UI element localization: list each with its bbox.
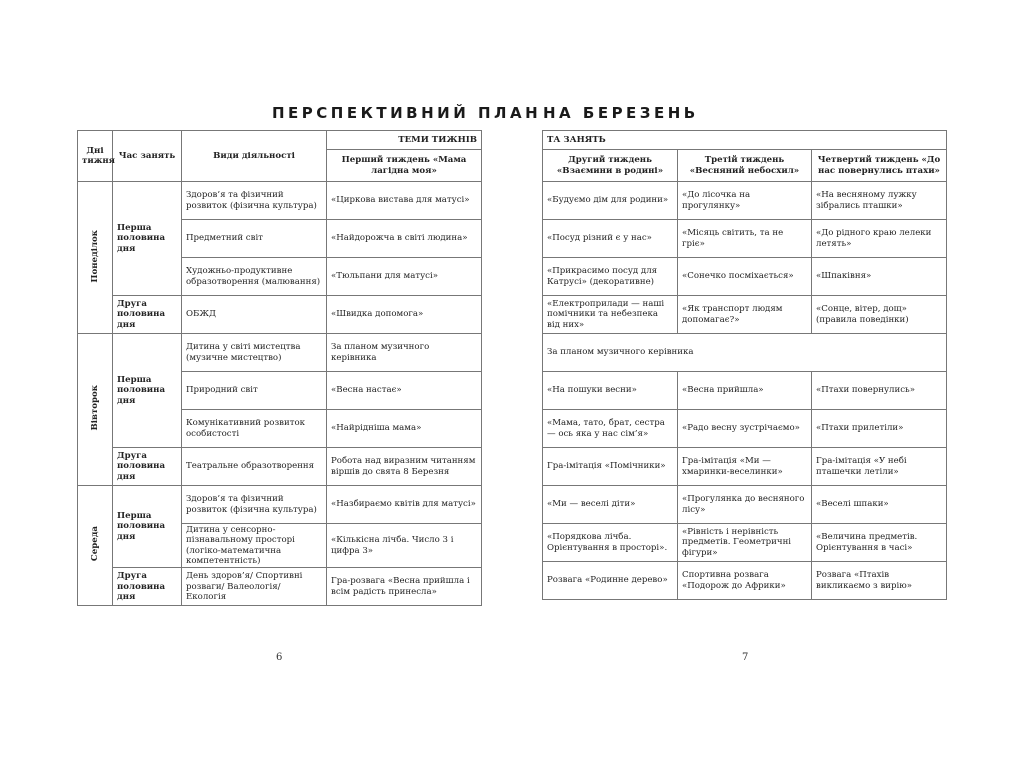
header-week-2: Другий тиждень «Взаємини в родині» (543, 150, 678, 182)
activity-cell: Комунікативний розвиток особистості (182, 410, 327, 448)
theme-cell: Розвага «Птахів викликаємо з вирію» (812, 562, 947, 600)
theme-cell: «Сонце, вітер, дощ» (правила поведінки) (812, 296, 947, 334)
theme-cell: «Циркова вистава для матусі» (327, 182, 482, 220)
day-tuesday: Вівторок (78, 334, 113, 486)
day-wednesday: Середа (78, 486, 113, 606)
header-themes-continued: ТА ЗАНЯТЬ (543, 131, 947, 150)
plan-table-right (542, 130, 947, 600)
theme-cell: «Весна настає» (327, 372, 482, 410)
theme-cell: Розвага «Родинне дерево» (543, 562, 678, 600)
header-themes: ТЕМИ ТИЖНІВ (327, 131, 482, 150)
theme-cell: «Ми — веселі діти» (543, 486, 678, 524)
theme-cell: «Посуд різний є у нас» (543, 220, 678, 258)
activity-cell: Предметний світ (182, 220, 327, 258)
theme-cell: «Сонечко посміхається» (678, 258, 812, 296)
activity-cell: Театральне образотворення (182, 448, 327, 486)
theme-cell: Гра-імітація «Ми — хмаринки-веселинки» (678, 448, 812, 486)
part-first-half: Перша половина дня (113, 182, 182, 296)
theme-cell: «Веселі шпаки» (812, 486, 947, 524)
activity-cell: День здоров’я/ Спортивні розваги/ Валеологія/ Екологія (182, 568, 327, 606)
page-number-right: 7 (742, 652, 749, 663)
theme-cell: Робота над виразним читанням віршів до свята 8 Березня (327, 448, 482, 486)
theme-cell: «Швидка допомога» (327, 296, 482, 334)
header-week-3: Третій тиждень «Весняний небосхил» (678, 150, 812, 182)
theme-cell: «Прикрасимо посуд для Катрусі» (декоративне) (543, 258, 678, 296)
activity-cell: Природний світ (182, 372, 327, 410)
activity-cell: Художньо-продуктивне образотворення (малювання) (182, 258, 327, 296)
theme-cell: «Назбираємо квітів для матусі» (327, 486, 482, 524)
theme-cell: «Рівність і нерівність предметів. Геометричні фігури» (678, 524, 812, 562)
theme-cell: «Птахи прилетіли» (812, 410, 947, 448)
theme-cell: Гра-розвага «Весна прийшла і всім радість принесла» (327, 568, 482, 606)
theme-cell: «Порядкова лічба. Орієнтування в просторі». (543, 524, 678, 562)
theme-cell: За планом музичного керівника (327, 334, 482, 372)
theme-cell: «Найдорожча в світі людина» (327, 220, 482, 258)
theme-cell: «Прогулянка до весняного лісу» (678, 486, 812, 524)
theme-cell: «Тюльпани для матусі» (327, 258, 482, 296)
header-week-4: Четвертий тиждень «До нас повернулись птахи» (812, 150, 947, 182)
plan-table-left (77, 130, 482, 606)
activity-cell: Здоров’я та фізичний розвиток (фізична культура) (182, 182, 327, 220)
day-monday: Понеділок (78, 182, 113, 334)
part-first-half: Перша половина дня (113, 334, 182, 448)
activity-cell: Дитина у світі мистецтва (музичне мистецтво) (182, 334, 327, 372)
theme-cell-merged: За планом музичного керівника (543, 334, 947, 372)
theme-cell: «Радо весну зустрічаємо» (678, 410, 812, 448)
header-days: Дні тижня (78, 131, 113, 182)
theme-cell: Гра-імітація «У небі пташечки летіли» (812, 448, 947, 486)
theme-cell: «Мама, тато, брат, сестра — ось яка у нас сім’я» (543, 410, 678, 448)
page-title-left: ПЕРСПЕКТИВНИЙ ПЛАН (272, 104, 542, 122)
part-second-half: Друга половина дня (113, 568, 182, 606)
theme-cell: «Будуємо дім для родини» (543, 182, 678, 220)
theme-cell: Гра-імітація «Помічники» (543, 448, 678, 486)
theme-cell: «Місяць світить, та не гріє» (678, 220, 812, 258)
theme-cell: «Найрідніша мама» (327, 410, 482, 448)
theme-cell: Спортивна розвага «Подорож до Африки» (678, 562, 812, 600)
part-first-half: Перша половина дня (113, 486, 182, 568)
page-title-right: НА БЕРЕЗЕНЬ (543, 104, 699, 122)
theme-cell: «На весняному лужку зібрались пташки» (812, 182, 947, 220)
part-second-half: Друга половина дня (113, 448, 182, 486)
theme-cell: «До лісочка на прогулянку» (678, 182, 812, 220)
theme-cell: «Електроприлади — наші помічники та небезпека від них» (543, 296, 678, 334)
theme-cell: «Як транспорт людям допомагає?» (678, 296, 812, 334)
header-activity: Види діяльності (182, 131, 327, 182)
theme-cell: «Величина предметів. Орієнтування в часі» (812, 524, 947, 562)
theme-cell: «На пошуки весни» (543, 372, 678, 410)
activity-cell: Дитина у сенсорно-пізнавальному просторі (логіко-математична компетентність) (182, 524, 327, 568)
theme-cell: «Шпаківня» (812, 258, 947, 296)
theme-cell: «Птахи повернулись» (812, 372, 947, 410)
header-week-1: Перший тиждень «Мама лагідна моя» (327, 150, 482, 182)
part-second-half: Друга половина дня (113, 296, 182, 334)
theme-cell: «Весна прийшла» (678, 372, 812, 410)
activity-cell: ОБЖД (182, 296, 327, 334)
page-number-left: 6 (276, 652, 283, 663)
header-time: Час занять (113, 131, 182, 182)
activity-cell: Здоров’я та фізичний розвиток (фізична культура) (182, 486, 327, 524)
theme-cell: «До рідного краю лелеки летять» (812, 220, 947, 258)
theme-cell: «Кількісна лічба. Число 3 і цифра 3» (327, 524, 482, 568)
